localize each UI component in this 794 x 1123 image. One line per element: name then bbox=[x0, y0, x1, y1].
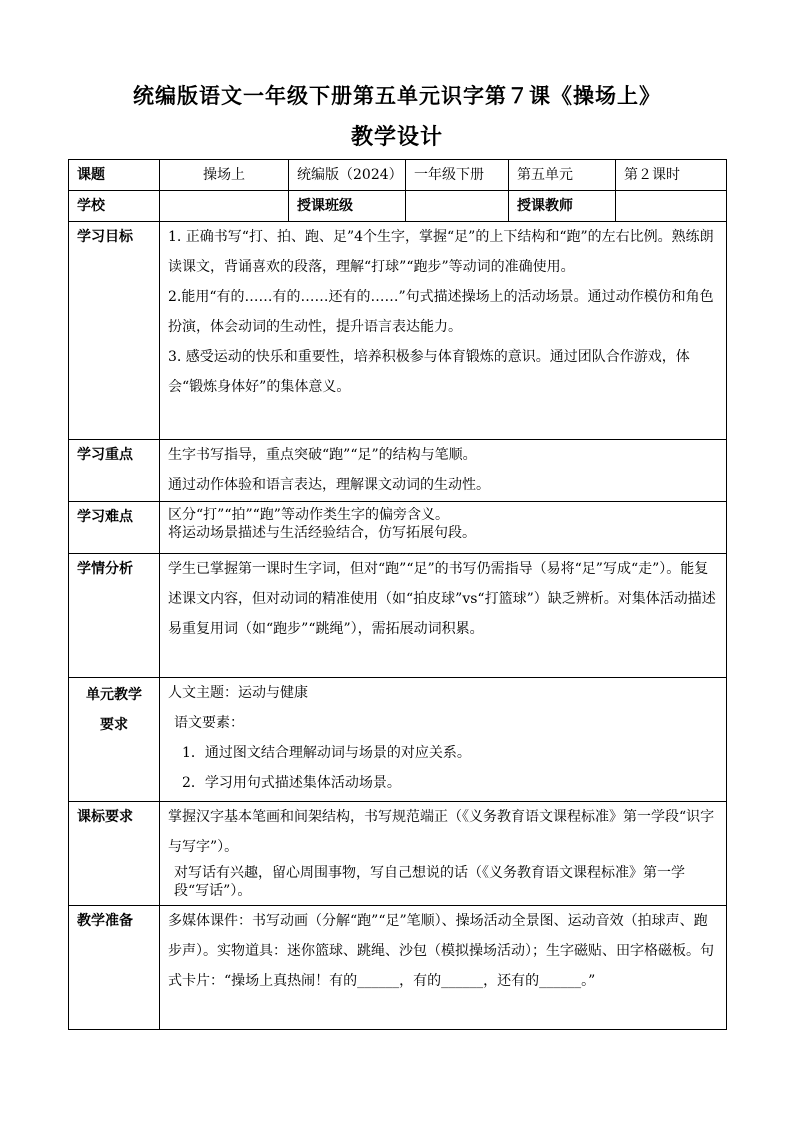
preparation-text: 多媒体课件：书写动画（分解“跑”“足”笔顺）、操场活动全景图、运动音效（拍球声、跑步声）。实物道具：迷你篮球、跳绳、沙包（模拟操场活动）；生字磁贴、田字格磁板。句式卡片：“操场上真热闹！有的______，有的______，还有的______。” bbox=[168, 913, 714, 989]
label-school: 学校 bbox=[69, 191, 160, 222]
label-subject: 课题 bbox=[69, 160, 160, 191]
document-subtitle: 教学设计 bbox=[350, 125, 443, 150]
goal-item: 3. 感受运动的快乐和重要性，培养积极参与体育锻炼的意识。通过团队合作游戏，体会“锻炼身体好”的集体意义。 bbox=[168, 349, 690, 395]
lesson-plan-table bbox=[68, 159, 727, 1030]
lesson-unit: 第五单元 bbox=[509, 160, 616, 191]
key-points-content bbox=[160, 440, 727, 502]
teacher-value bbox=[616, 191, 727, 222]
label-analysis: 学情分析 bbox=[69, 554, 160, 678]
lesson-period: 第２课时 bbox=[616, 160, 727, 191]
key-point-item: 生字书写指导，重点突破“跑”“足”的结构与笔顺。 bbox=[168, 447, 477, 463]
label-preparation: 教学准备 bbox=[69, 906, 160, 1030]
label-unit-req-line2: 要求 bbox=[100, 717, 128, 733]
standard-content bbox=[160, 802, 727, 906]
unit-element-item: 1．通过图文结合理解动词与场景的对应关系。 bbox=[182, 745, 471, 761]
row-key-points bbox=[69, 440, 727, 502]
lesson-grade: 一年级下册 bbox=[406, 160, 509, 191]
unit-elements-label: 语文要素： bbox=[174, 715, 244, 731]
label-standard: 课标要求 bbox=[69, 802, 160, 906]
analysis-content bbox=[160, 554, 727, 678]
row-goals bbox=[69, 222, 727, 440]
unit-element-item: 2．学习用句式描述集体活动场景。 bbox=[182, 775, 401, 791]
key-point-item: 通过动作体验和语言表达，理解课文动词的生动性。 bbox=[168, 477, 490, 493]
label-difficulties: 学习难点 bbox=[69, 502, 160, 554]
row-unit-requirements bbox=[69, 678, 727, 802]
unit-requirements-content bbox=[160, 678, 727, 802]
label-unit-requirements bbox=[69, 678, 160, 802]
label-goals: 学习目标 bbox=[69, 222, 160, 440]
row-standard bbox=[69, 802, 727, 906]
lesson-edition: 统编版（2024） bbox=[289, 160, 406, 191]
row-difficulties bbox=[69, 502, 727, 554]
preparation-content bbox=[160, 906, 727, 1030]
analysis-text: 学生已掌握第一课时生字词，但对“跑”“足”的书写仍需指导（易将“足”写成“走”）。能复述课文内容，但对动词的精准使用（如“拍皮球”vs“打篮球”）缺乏辨析。对集体活动描述易重复用词（如“跑步”“跳绳”），需拓展动词积累。 bbox=[168, 561, 716, 637]
standard-item: 掌握汉字基本笔画和间架结构，书写规范端正（《义务教育语文课程标准》第一学段“识字与写字”）。 bbox=[168, 809, 715, 855]
goals-content bbox=[160, 222, 727, 440]
label-teacher: 授课教师 bbox=[509, 191, 616, 222]
unit-theme: 人文主题：运动与健康 bbox=[168, 685, 308, 701]
school-value bbox=[160, 191, 289, 222]
goal-item: 2.能用“有的……有的……还有的……”句式描述操场上的活动场景。通过动作模仿和角色扮演，体会动词的生动性，提升语言表达能力。 bbox=[168, 289, 714, 335]
row-lesson-info bbox=[69, 160, 727, 191]
label-key-points: 学习重点 bbox=[69, 440, 160, 502]
label-unit-req-line1: 单元教学 bbox=[86, 687, 142, 703]
row-school-info bbox=[69, 191, 727, 222]
lesson-subject: 操场上 bbox=[160, 160, 289, 191]
difficulty-item: 区分“打”“拍”“跑”等动作类生字的偏旁含义。 bbox=[168, 507, 449, 523]
standard-item: 对写话有兴趣，留心周围事物，写自己想说的话（《义务教育语文课程标准》第一学段“写话”）。 bbox=[174, 865, 685, 899]
document-title: 统编版语文一年级下册第五单元识字第７课《操场上》 bbox=[133, 84, 661, 108]
row-preparation bbox=[69, 906, 727, 1030]
class-value bbox=[406, 191, 509, 222]
difficulty-item: 将运动场景描述与生活经验结合，仿写拓展句段。 bbox=[168, 525, 476, 541]
difficulties-content bbox=[160, 502, 727, 554]
label-class: 授课班级 bbox=[289, 191, 406, 222]
row-analysis bbox=[69, 554, 727, 678]
goal-item: 1. 正确书写“打、拍、跑、足”4个生字，掌握“足”的上下结构和“跑”的左右比例。熟练朗读课文，背诵喜欢的段落，理解“打球”“跑步”等动词的准确使用。 bbox=[168, 229, 714, 275]
